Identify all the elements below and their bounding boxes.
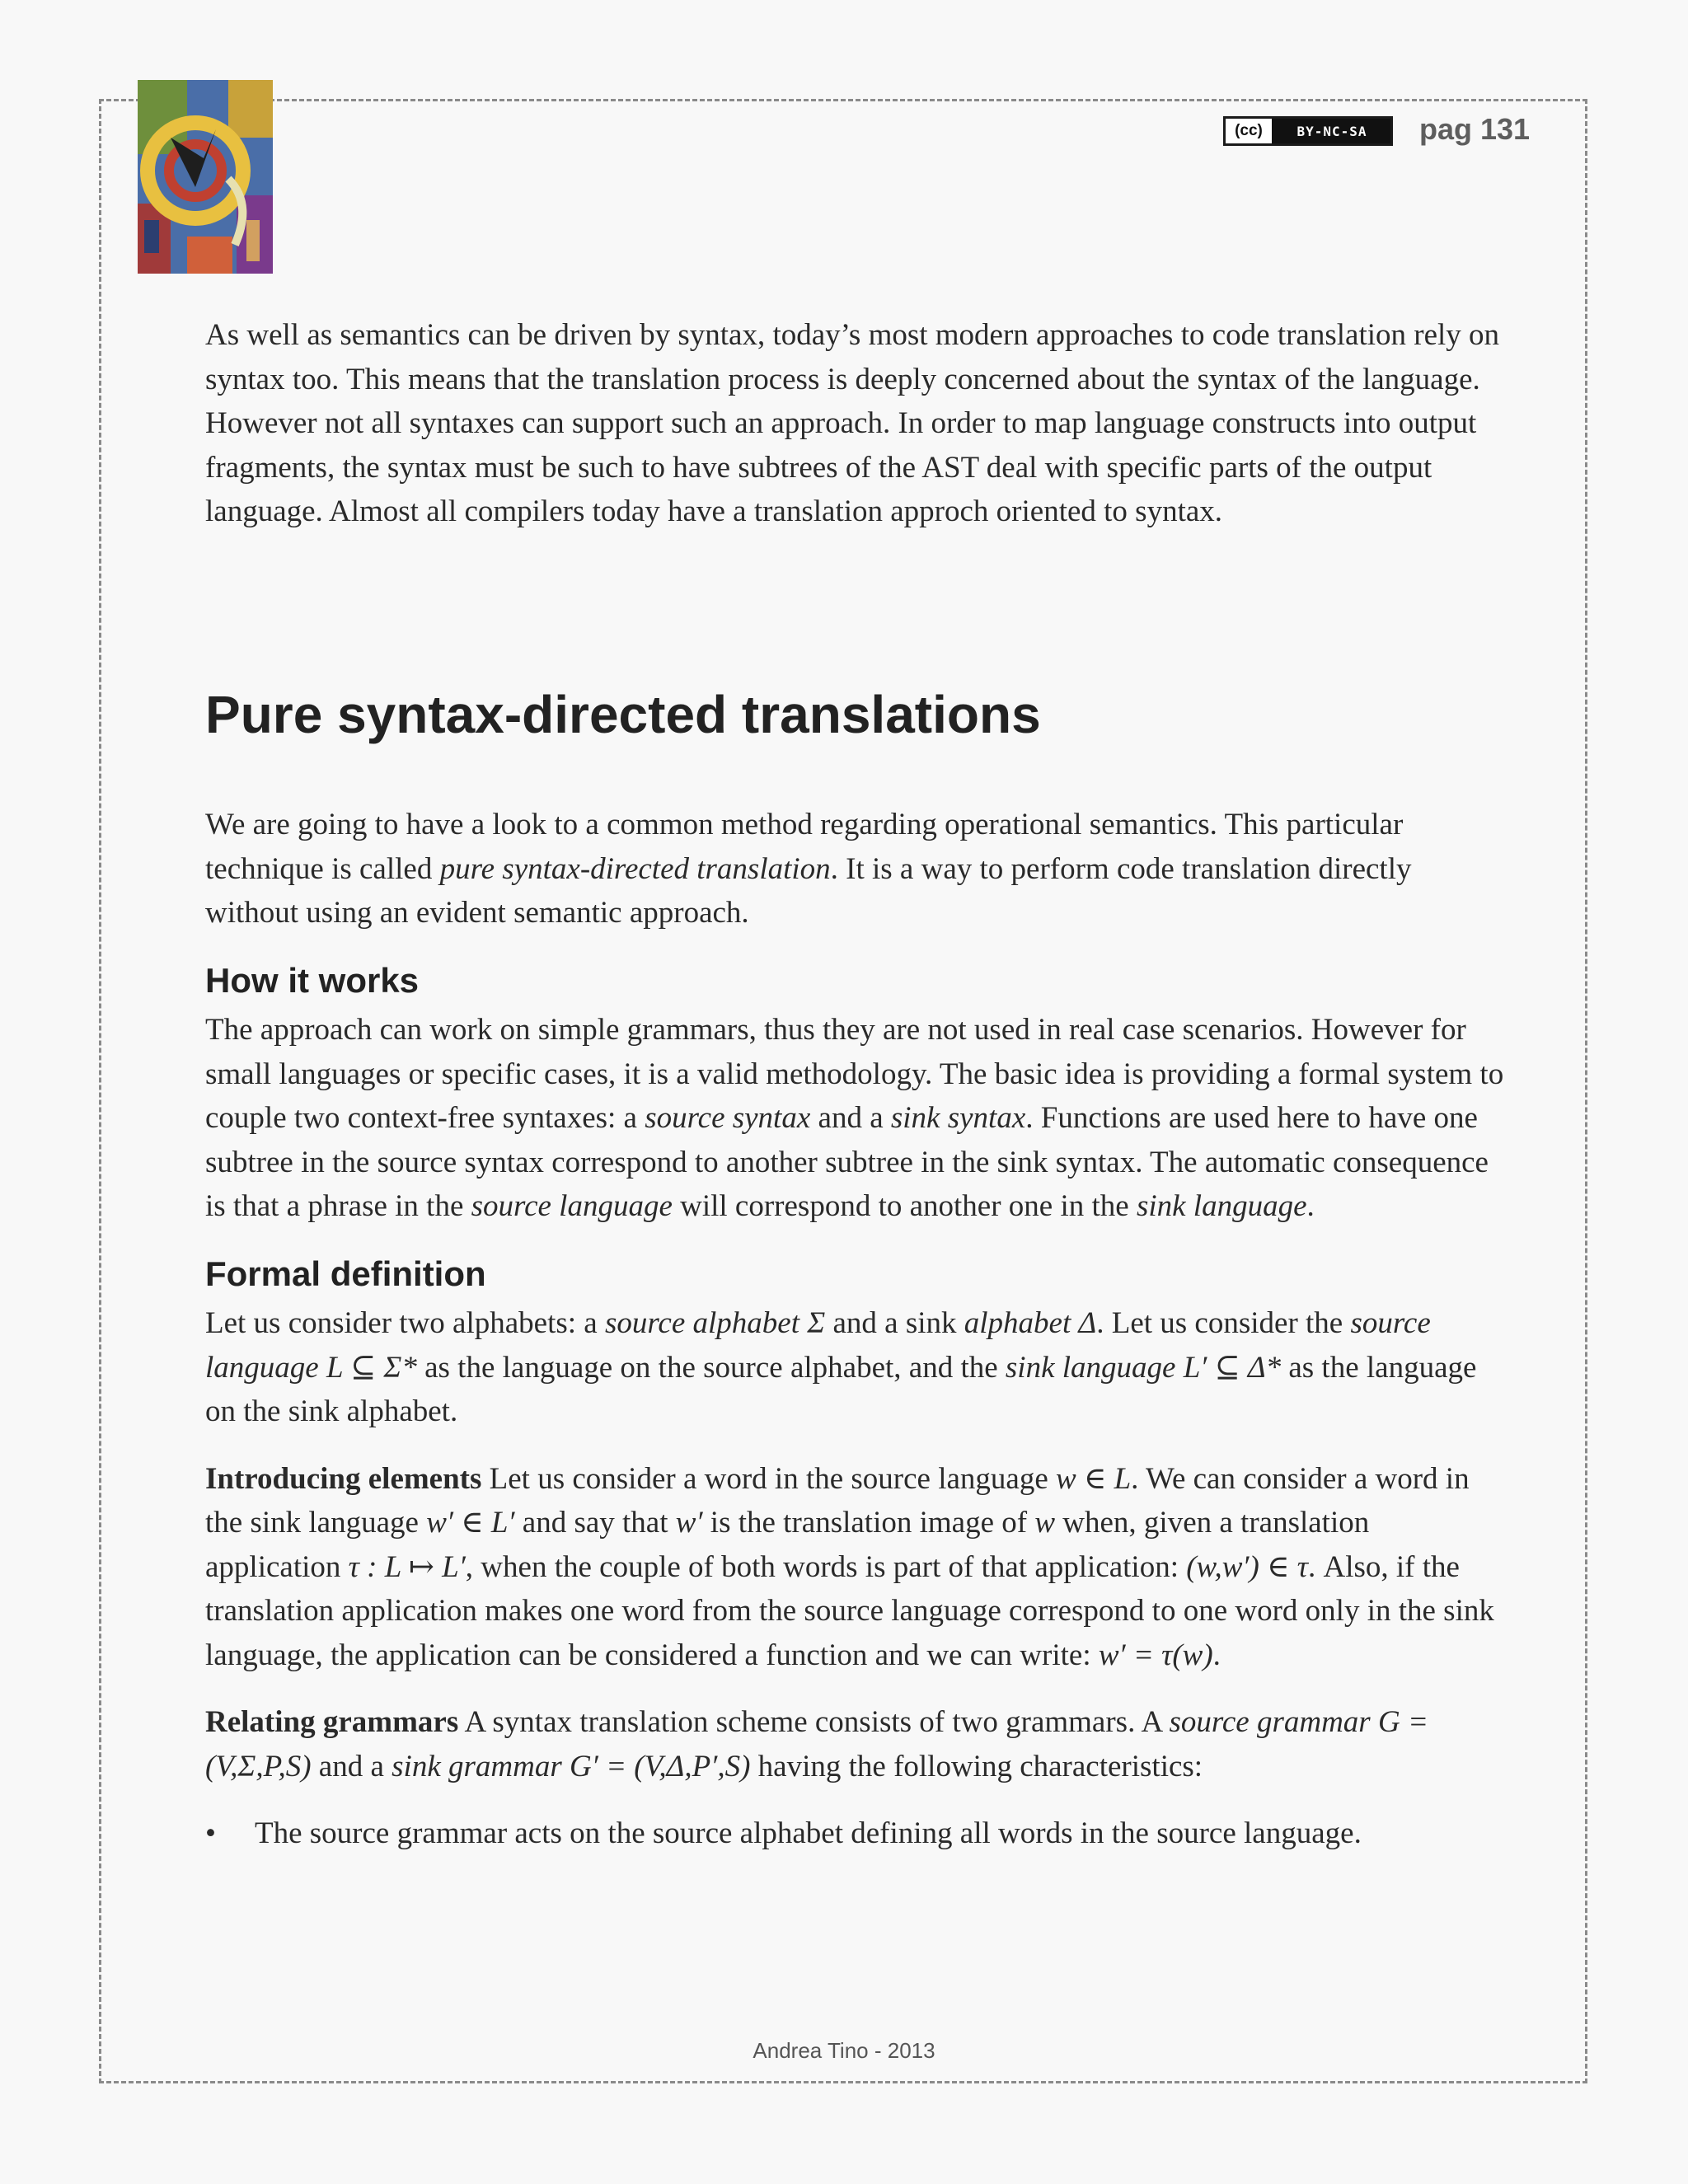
book-cover-thumbnail [138,80,273,274]
page-body [205,313,1507,1856]
math-sink-language: L′ ⊆ Δ* [1183,1350,1282,1385]
math-source-language: L ⊆ Σ* [326,1350,417,1385]
cover-artwork [138,80,273,274]
math-delta: Δ [1078,1306,1097,1341]
formal-definition-paragraph: Let us consider two alphabets: a source alphabet Σ and a sink alphabet Δ. Let us consider the source language L ⊆ Σ* as the language on the source alphabet, and the sink language L′ ⊆ Δ* as the language on the sink alphabet. [205,1306,1477,1429]
math-sigma: Σ [807,1306,826,1341]
intro-paragraph: As well as semantics can be driven by syntax, today’s most modern approaches to code translation rely on syntax too. This means that the translation process is deeply concerned about the syntax of the language. However not all syntaxes can support such an approach. In order to map language constructs into output fragments, the syntax must be such to have subtrees of the AST deal with specific parts of the output language. Almost all compilers today have a translation approch oriented to syntax. [205,318,1500,528]
introducing-elements-paragraph: Introducing elements Let us consider a word in the source language w ∈ L. We can consider a word in the sink language w′ ∈ L′ and say that w′ is the translation image of w when, given a translation application τ : L ↦ L′, when the couple of both words is part of that application: (w,w′) ∈ τ. Also, if the translation application makes one word from the source language correspond to one word only in the sink language, the application can be considered a function and we can write: w′ = τ(w). [205,1461,1494,1672]
characteristics-list [205,1811,1507,1856]
relating-grammars-paragraph: Relating grammars A syntax translation scheme consists of two grammars. A source grammar G = (V,Σ,P,S) and a sink grammar G′ = (V,Δ,P′,S) having the following characteristics: [205,1705,1428,1783]
how-it-works-paragraph: The approach can work on simple grammars, thus they are not used in real case scenarios. However for small languages or specific cases, it is a valid methodology. The basic idea is providing a formal system to couple two context-free syntaxes: a source syntax and a sink syntax. Functions are used here to have one subtree in the source syntax correspond to another subtree in the sink syntax. The automatic consequence is that a phrase in the source language will correspond to another one in the sink language. [205,1013,1504,1224]
page-number: pag 131 [1419,112,1531,146]
subheading-formal-definition: Formal definition [205,1254,486,1293]
license-badge [1223,116,1393,146]
license-terms: BY-NC-SA [1273,119,1390,143]
subheading-how-it-works: How it works [205,960,420,1000]
section-intro-paragraph: We are going to have a look to a common method regarding operational semantics. This particular technique is called pure syntax-directed translation. It is a way to perform code translation directly without using an evident semantic approach. [205,808,1412,930]
footer-author: Andrea Tino - 2013 [753,2038,935,2063]
list-item: • The source grammar acts on the source alphabet defining all words in the source language. [205,1811,1507,1856]
cc-icon: (cc) [1226,119,1273,143]
section-title: Pure syntax-directed translations [205,684,1041,744]
